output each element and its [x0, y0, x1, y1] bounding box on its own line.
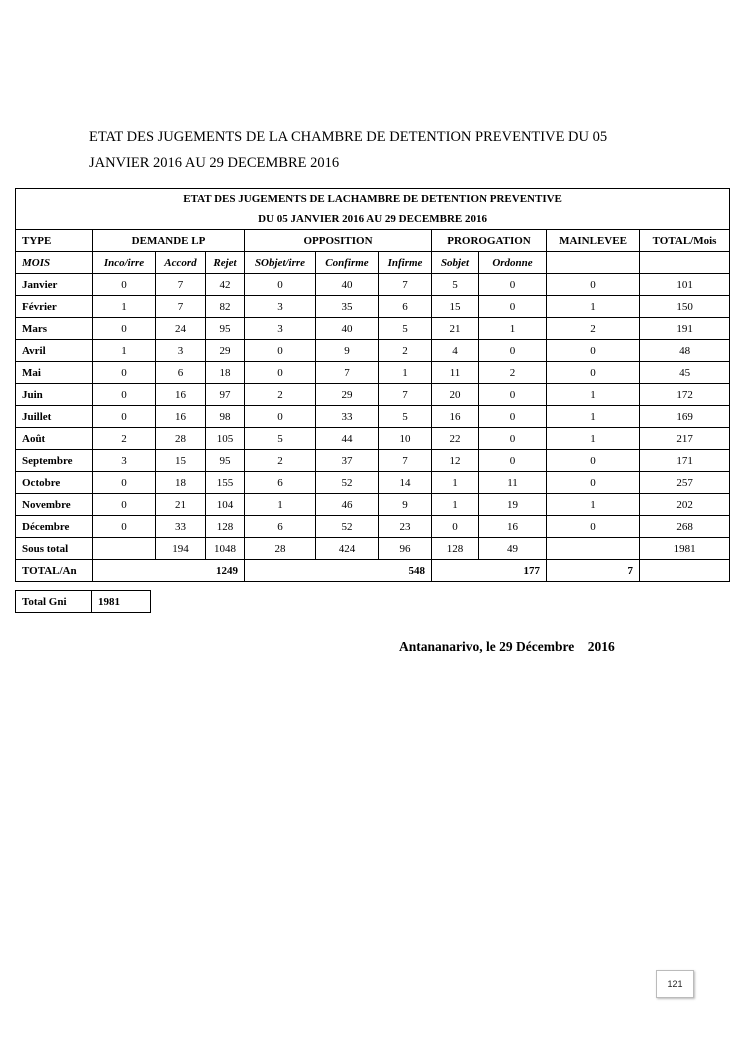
table-cell: 15	[432, 296, 479, 318]
table-cell: 28	[156, 428, 206, 450]
table-cell: 11	[479, 472, 547, 494]
table-caption-row-2	[16, 209, 730, 230]
table-cell: 1	[547, 406, 640, 428]
table-cell: 0	[479, 450, 547, 472]
sous-total-cell: 194	[156, 538, 206, 560]
table-cell: 2	[379, 340, 432, 362]
table-row	[16, 406, 730, 428]
table-cell: 16	[156, 406, 206, 428]
table-cell: 46	[316, 494, 379, 516]
table-cell: 0	[93, 472, 156, 494]
table-cell: 42	[206, 274, 245, 296]
total-gni-table	[15, 590, 151, 613]
subheader-ordonne: Ordonne	[479, 252, 547, 274]
table-cell: 0	[245, 340, 316, 362]
table-cell: 97	[206, 384, 245, 406]
table-cell: 0	[245, 274, 316, 296]
total-gni-label: Total Gni	[16, 591, 92, 613]
table-cell: 16	[479, 516, 547, 538]
table-cell: 7	[156, 296, 206, 318]
table-cell: 0	[245, 362, 316, 384]
table-cell: 5	[379, 406, 432, 428]
table-cell: 1	[432, 494, 479, 516]
table-cell: 2	[93, 428, 156, 450]
table-cell: 0	[93, 318, 156, 340]
total-gni-value: 1981	[92, 591, 151, 613]
total-an-label: TOTAL/An	[16, 560, 93, 582]
subheader-sobjet-irre: SObjet/irre	[245, 252, 316, 274]
table-cell: 3	[245, 318, 316, 340]
table-cell: 1	[547, 494, 640, 516]
total-an-mainlevee: 7	[547, 560, 640, 582]
table-cell: 44	[316, 428, 379, 450]
table-cell: 171	[640, 450, 730, 472]
table-cell: 0	[479, 274, 547, 296]
sub-header-row	[16, 252, 730, 274]
table-cell: 5	[245, 428, 316, 450]
table-row	[16, 516, 730, 538]
header-opposition: OPPOSITION	[245, 230, 432, 252]
table-cell: 29	[206, 340, 245, 362]
table-row	[16, 450, 730, 472]
table-cell: 0	[93, 362, 156, 384]
table-cell: 257	[640, 472, 730, 494]
table-cell: 7	[379, 274, 432, 296]
page-number: 121	[656, 970, 694, 998]
table-cell: 52	[316, 472, 379, 494]
table-cell: 18	[206, 362, 245, 384]
table-cell: 7	[379, 384, 432, 406]
table-cell: 5	[432, 274, 479, 296]
table-cell: 150	[640, 296, 730, 318]
total-an-prorogation: 177	[432, 560, 547, 582]
table-caption-2: DU 05 JANVIER 2016 AU 29 DECEMBRE 2016	[16, 209, 730, 230]
table-cell: 105	[206, 428, 245, 450]
sous-total-cell: 424	[316, 538, 379, 560]
table-cell: 37	[316, 450, 379, 472]
table-cell: 5	[379, 318, 432, 340]
table-cell: 1	[93, 340, 156, 362]
table-cell: 128	[206, 516, 245, 538]
month-label: Juin	[16, 384, 93, 406]
table-cell: 9	[316, 340, 379, 362]
header-mainlevee: MAINLEVEE	[547, 230, 640, 252]
table-cell: 3	[93, 450, 156, 472]
table-cell: 98	[206, 406, 245, 428]
table-cell: 6	[379, 296, 432, 318]
table-row	[16, 318, 730, 340]
table-cell: 0	[547, 450, 640, 472]
table-cell: 11	[432, 362, 479, 384]
table-cell: 0	[93, 516, 156, 538]
table-cell: 2	[245, 384, 316, 406]
group-header-row	[16, 230, 730, 252]
table-cell: 0	[93, 406, 156, 428]
sous-total-cell	[93, 538, 156, 560]
table-row	[16, 296, 730, 318]
table-cell: 45	[640, 362, 730, 384]
table-cell: 21	[156, 494, 206, 516]
table-cell: 52	[316, 516, 379, 538]
header-prorogation: PROROGATION	[432, 230, 547, 252]
table-cell: 95	[206, 318, 245, 340]
subheader-inco-irre: Inco/irre	[93, 252, 156, 274]
table-cell: 9	[379, 494, 432, 516]
table-cell: 23	[379, 516, 432, 538]
month-label: Janvier	[16, 274, 93, 296]
total-an-row	[16, 560, 730, 582]
table-cell: 1	[479, 318, 547, 340]
table-row	[16, 274, 730, 296]
document-heading	[89, 124, 689, 176]
heading-line-2: JANVIER 2016 AU 29 DECEMBRE 2016	[89, 155, 340, 171]
table-row	[16, 384, 730, 406]
table-cell: 169	[640, 406, 730, 428]
table-cell: 7	[316, 362, 379, 384]
table-cell: 217	[640, 428, 730, 450]
month-label: Septembre	[16, 450, 93, 472]
table-caption-1: ETAT DES JUGEMENTS DE LACHAMBRE DE DETENTION PREVENTIVE	[16, 189, 730, 210]
table-cell: 21	[432, 318, 479, 340]
table-cell: 0	[547, 472, 640, 494]
table-cell: 1	[547, 296, 640, 318]
month-label: Août	[16, 428, 93, 450]
table-cell: 82	[206, 296, 245, 318]
subheader-rejet: Rejet	[206, 252, 245, 274]
table-cell: 0	[479, 384, 547, 406]
sous-total-cell: 28	[245, 538, 316, 560]
table-cell: 0	[479, 296, 547, 318]
month-label: Avril	[16, 340, 93, 362]
subheader-mois: MOIS	[16, 252, 93, 274]
table-cell: 95	[206, 450, 245, 472]
sous-total-cell	[547, 538, 640, 560]
table-cell: 19	[479, 494, 547, 516]
total-gni-row	[16, 591, 151, 613]
table-cell: 18	[156, 472, 206, 494]
table-cell: 7	[379, 450, 432, 472]
table-cell: 2	[547, 318, 640, 340]
month-label: Février	[16, 296, 93, 318]
subheader-sobjet: Sobjet	[432, 252, 479, 274]
table-cell: 6	[245, 516, 316, 538]
table-cell: 1	[93, 296, 156, 318]
table-cell: 24	[156, 318, 206, 340]
month-label: Mars	[16, 318, 93, 340]
table-cell: 0	[547, 340, 640, 362]
table-cell: 101	[640, 274, 730, 296]
table-cell: 35	[316, 296, 379, 318]
sous-total-cell: 96	[379, 538, 432, 560]
month-label: Mai	[16, 362, 93, 384]
table-cell: 2	[245, 450, 316, 472]
table-cell: 191	[640, 318, 730, 340]
total-an-total	[640, 560, 730, 582]
table-cell: 0	[432, 516, 479, 538]
month-label: Novembre	[16, 494, 93, 516]
judgements-table	[15, 188, 730, 582]
table-cell: 16	[432, 406, 479, 428]
month-label: Décembre	[16, 516, 93, 538]
table-row	[16, 494, 730, 516]
table-row	[16, 428, 730, 450]
sous-total-cell: 49	[479, 538, 547, 560]
heading-line-1: ETAT DES JUGEMENTS DE LA CHAMBRE DE DETENTION PREVENTIVE DU 05	[89, 129, 608, 145]
table-cell: 2	[479, 362, 547, 384]
table-row	[16, 362, 730, 384]
table-cell: 202	[640, 494, 730, 516]
table-cell: 0	[479, 340, 547, 362]
table-cell: 22	[432, 428, 479, 450]
table-cell: 1	[547, 428, 640, 450]
table-cell: 12	[432, 450, 479, 472]
table-cell: 7	[156, 274, 206, 296]
table-cell: 1	[245, 494, 316, 516]
sous-total-label: Sous total	[16, 538, 93, 560]
table-cell: 0	[547, 516, 640, 538]
total-an-demande: 1249	[93, 560, 245, 582]
table-cell: 6	[156, 362, 206, 384]
table-cell: 0	[479, 428, 547, 450]
table-cell: 0	[245, 406, 316, 428]
table-cell: 10	[379, 428, 432, 450]
table-cell: 33	[316, 406, 379, 428]
sous-total-cell: 128	[432, 538, 479, 560]
header-demande-lp: DEMANDE LP	[93, 230, 245, 252]
header-total-mois: TOTAL/Mois	[640, 230, 730, 252]
table-cell: 4	[432, 340, 479, 362]
subheader-accord: Accord	[156, 252, 206, 274]
subheader-infirme: Infirme	[379, 252, 432, 274]
table-cell: 1	[432, 472, 479, 494]
month-label: Juillet	[16, 406, 93, 428]
table-cell: 0	[547, 274, 640, 296]
table-cell: 155	[206, 472, 245, 494]
sous-total-row	[16, 538, 730, 560]
table-cell: 15	[156, 450, 206, 472]
table-cell: 268	[640, 516, 730, 538]
table-cell: 1	[547, 384, 640, 406]
sous-total-cell: 1981	[640, 538, 730, 560]
month-label: Octobre	[16, 472, 93, 494]
subheader-total-empty	[640, 252, 730, 274]
table-cell: 16	[156, 384, 206, 406]
table-cell: 29	[316, 384, 379, 406]
table-row	[16, 340, 730, 362]
table-cell: 40	[316, 318, 379, 340]
table-cell: 0	[479, 406, 547, 428]
sous-total-cell: 1048	[206, 538, 245, 560]
table-cell: 1	[379, 362, 432, 384]
table-cell: 3	[156, 340, 206, 362]
signature-place-date: Antananarivo, le 29 Décembre 2016	[399, 639, 615, 654]
table-cell: 172	[640, 384, 730, 406]
total-an-opposition: 548	[245, 560, 432, 582]
table-cell: 0	[547, 362, 640, 384]
table-row	[16, 472, 730, 494]
table-cell: 14	[379, 472, 432, 494]
table-caption-row-1	[16, 189, 730, 210]
table-cell: 0	[93, 494, 156, 516]
table-cell: 104	[206, 494, 245, 516]
table-cell: 6	[245, 472, 316, 494]
table-cell: 3	[245, 296, 316, 318]
subheader-mainlevee-empty	[547, 252, 640, 274]
subheader-confirme: Confirme	[316, 252, 379, 274]
table-cell: 33	[156, 516, 206, 538]
header-type: TYPE	[16, 230, 93, 252]
table-cell: 0	[93, 384, 156, 406]
table-cell: 20	[432, 384, 479, 406]
table-cell: 40	[316, 274, 379, 296]
table-cell: 0	[93, 274, 156, 296]
table-cell: 48	[640, 340, 730, 362]
